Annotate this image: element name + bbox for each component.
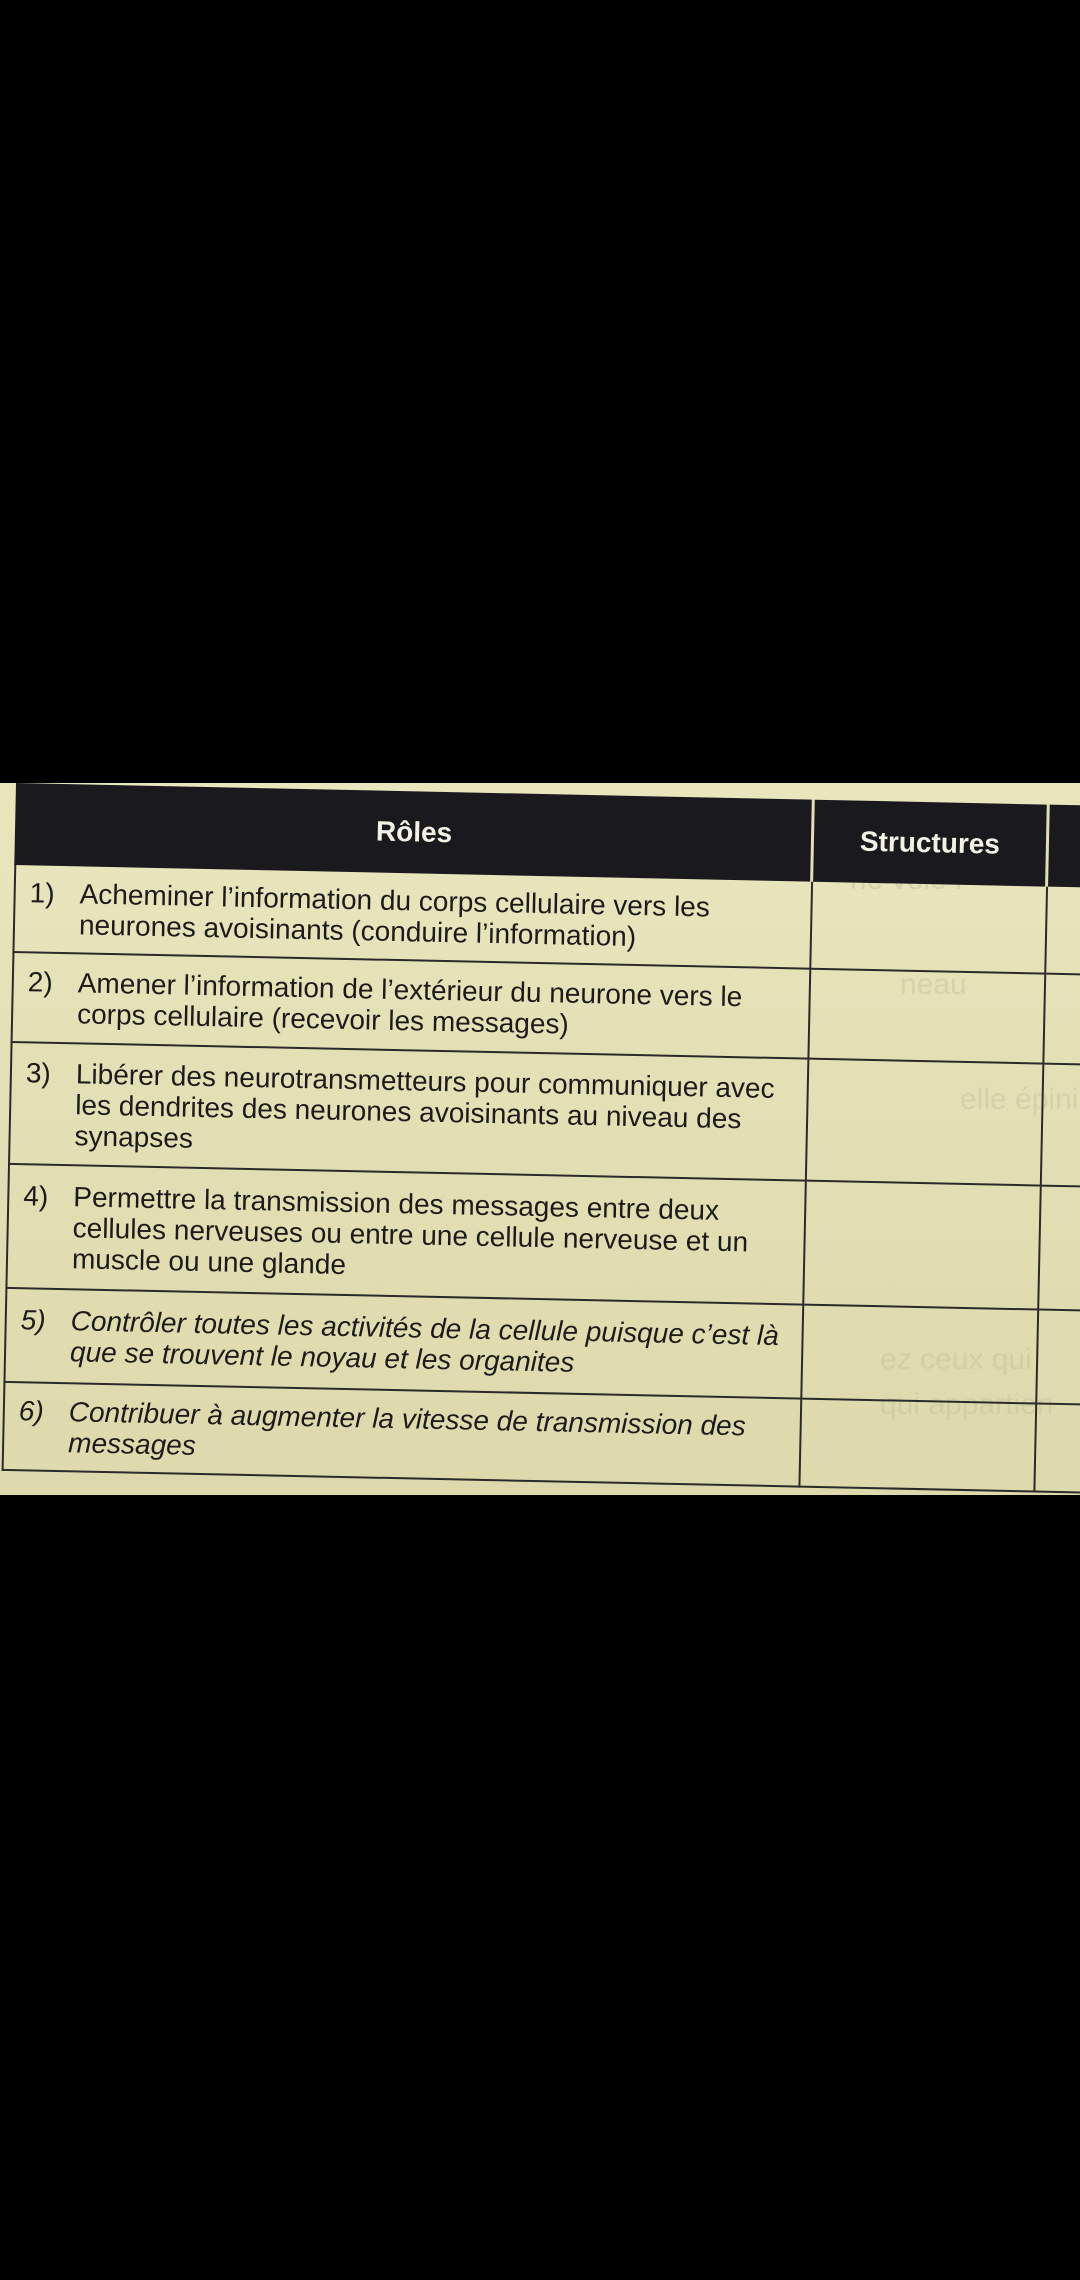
structure-cell[interactable] (803, 1181, 1041, 1310)
structure-cell[interactable] (808, 969, 1045, 1064)
role-cell (4, 1288, 802, 1399)
bleed-through-text: elle épini (960, 1083, 1079, 1116)
row-number: 4) (23, 1179, 49, 1212)
extra-cell (1038, 1186, 1080, 1312)
structure-cell[interactable] (810, 881, 1047, 974)
structures-header: Structures (812, 801, 1049, 886)
roles-header: Rôles (15, 784, 813, 881)
role-cell (13, 864, 811, 969)
row-number: 1) (29, 877, 55, 909)
table-row (6, 1164, 1080, 1311)
role-text: Libérer des neurotransmetteurs pour communiquer avec les dendrites des neurones avoisinants au niveau des synapses (74, 1057, 775, 1154)
role-cell (12, 952, 810, 1059)
structure-cell[interactable] (801, 1305, 1038, 1404)
extra-cell (1040, 1064, 1080, 1188)
role-cell (3, 1382, 801, 1487)
role-text: Contribuer à augmenter la vitesse de transmission des messages (67, 1396, 747, 1461)
extra-header (1047, 806, 1080, 888)
row-number: 3) (25, 1056, 52, 1089)
structure-cell[interactable] (805, 1059, 1043, 1186)
row-number: 5) (20, 1304, 46, 1336)
row-number: 2) (27, 966, 54, 998)
role-text: Amener l’information de l’extérieur du neurone vers le corps cellulaire (recevoir les messages) (76, 967, 743, 1040)
worksheet (1, 783, 1080, 1495)
extra-cell (1043, 974, 1080, 1066)
role-cell (6, 1164, 805, 1305)
structure-cell[interactable] (799, 1399, 1036, 1492)
worksheet-photo (0, 783, 1080, 1495)
roles-structures-table (2, 783, 1080, 1494)
role-text: Contrôler toutes les activités de la cellule puisque c’est là que se trouvent le noyau et les organites (69, 1305, 780, 1378)
role-text: Permettre la transmission des messages entre deux cellules nerveuses ou entre une cellule nerveuse et un muscle ou une glande (71, 1180, 749, 1280)
bleed-through-text: ez ceux qui (880, 1343, 1032, 1376)
role-cell (9, 1042, 808, 1181)
extra-cell (1034, 1403, 1080, 1493)
row-number: 6) (18, 1395, 45, 1427)
extra-cell (1045, 886, 1080, 976)
bleed-through-text: neau (900, 968, 967, 1001)
role-text: Acheminer l’information du corps cellulaire vers les neurones avoisinants (conduire l’information) (78, 878, 711, 953)
extra-cell (1036, 1310, 1080, 1406)
bleed-through-text: qui appartien (880, 1388, 1054, 1421)
table-row (9, 1042, 1080, 1187)
